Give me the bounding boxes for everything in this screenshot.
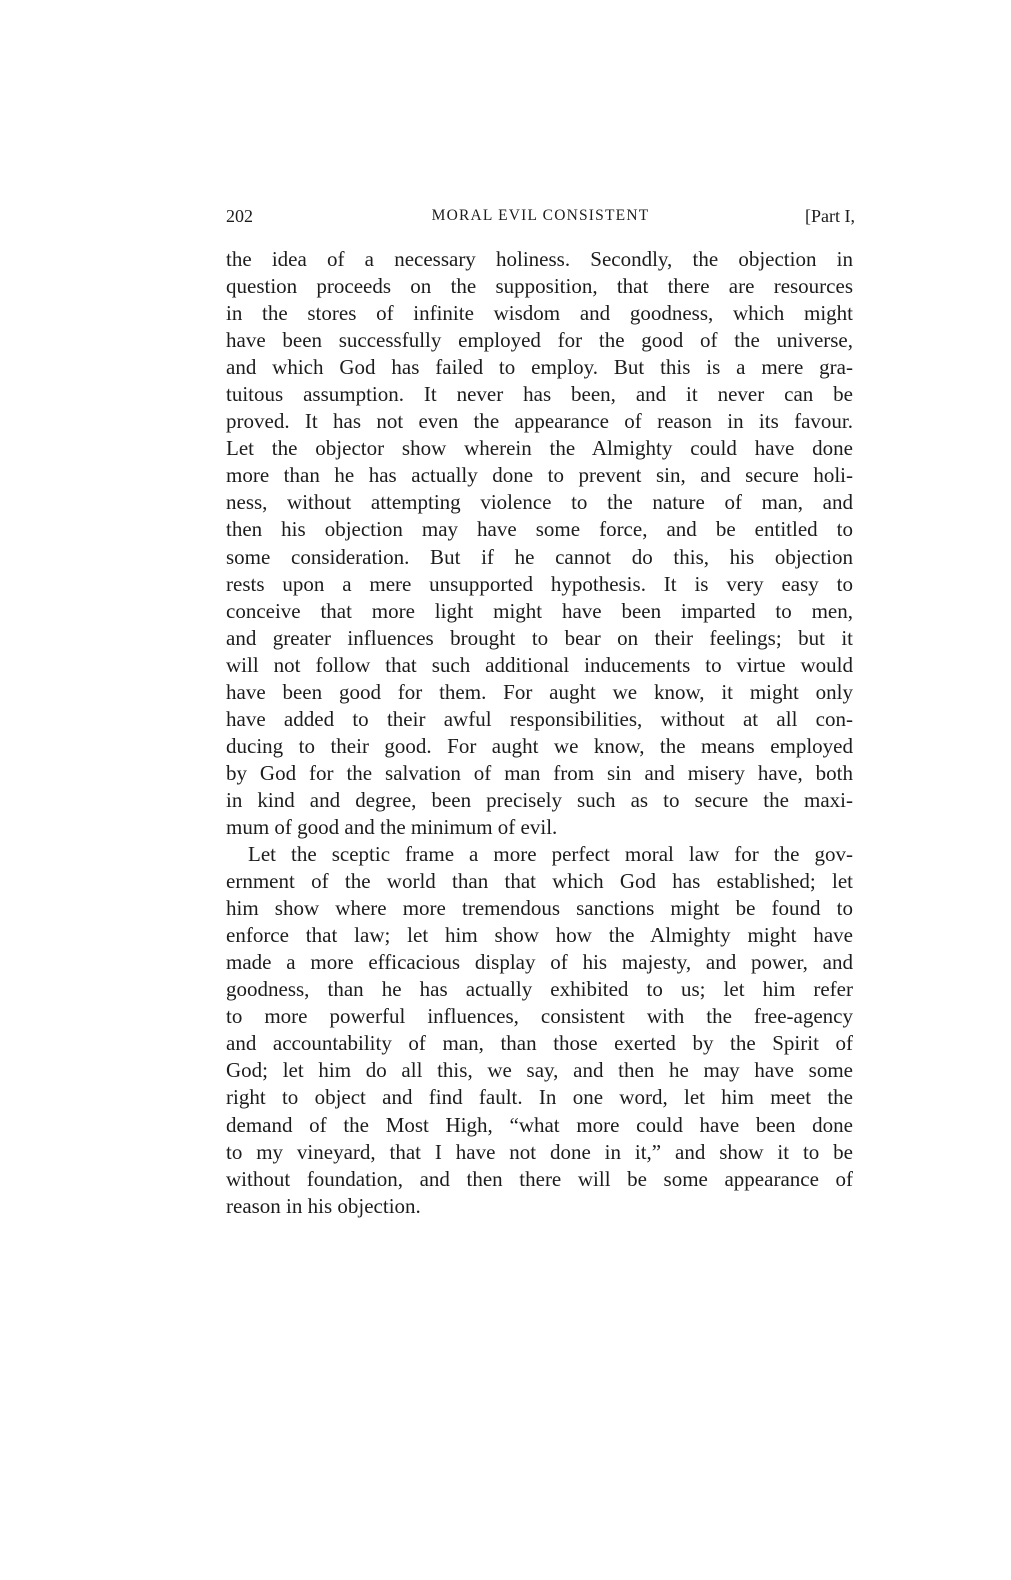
text-line: to more powerful influences, consistent with the free-agency [226, 1004, 853, 1029]
text-line: conceive that more light might have been imparted to men, [226, 598, 853, 623]
running-head [226, 203, 855, 229]
text-line: some consideration. But if he cannot do this, his objection [226, 544, 853, 569]
text-line: proved. It has not even the appearance of reason in its favour. [226, 409, 853, 434]
text-line: have added to their awful responsibilities, without at all con- [226, 706, 853, 731]
text-line: without foundation, and then there will be some appearance of [226, 1166, 853, 1191]
text-line: will not follow that such additional inducements to virtue would [226, 652, 853, 677]
body-text [226, 246, 853, 1220]
text-line: ness, without attempting violence to the nature of man, and [226, 490, 853, 515]
text-line: more than he has actually done to prevent sin, and secure holi- [226, 463, 853, 488]
text-line: Let the objector show wherein the Almighty could have done [226, 436, 853, 461]
text-line: by God for the salvation of man from sin and misery have, both [226, 760, 853, 785]
text-line: him show where more tremendous sanctions might be found to [226, 896, 853, 921]
text-line: and accountability of man, than those exerted by the Spirit of [226, 1031, 853, 1056]
page-number: 202 [226, 206, 253, 226]
text-line: in the stores of infinite wisdom and goodness, which might [226, 301, 853, 326]
text-line: and greater influences brought to bear on their feelings; but it [226, 625, 853, 650]
text-line: made a more efficacious display of his majesty, and power, and [226, 950, 853, 975]
text-line: then his objection may have some force, and be entitled to [226, 517, 853, 542]
text-line: reason in his objection. [226, 1193, 421, 1218]
text-line: God; let him do all this, we say, and then he may have some [226, 1058, 853, 1083]
text-line: demand of the Most High, “what more could have been done [226, 1112, 853, 1137]
text-line: rests upon a mere unsupported hypothesis. It is very easy to [226, 571, 853, 596]
text-line: to my vineyard, that I have not done in it,” and show it to be [226, 1139, 853, 1164]
text-line: have been successfully employed for the good of the universe, [226, 328, 853, 353]
text-line: enforce that law; let him show how the Almighty might have [226, 923, 853, 948]
text-line: and which God has failed to employ. But this is a mere gra- [226, 355, 853, 380]
text-line: goodness, than he has actually exhibited to us; let him refer [226, 977, 853, 1002]
text-line: question proceeds on the supposition, that there are resources [226, 274, 853, 299]
text-line: right to object and find fault. In one word, let him meet the [226, 1085, 853, 1110]
text-line: in kind and degree, been precisely such as to secure the maxi- [226, 787, 853, 812]
running-title: MORAL EVIL CONSISTENT [431, 207, 650, 224]
text-line: tuitous assumption. It never has been, and it never can be [226, 382, 853, 407]
text-line: have been good for them. For aught we know, it might only [226, 679, 853, 704]
paragraph-2 [226, 841, 853, 1220]
text-line: mum of good and the minimum of evil. [226, 814, 558, 839]
text-line: ernment of the world than that which God has established; let [226, 869, 853, 894]
part-label: [Part I, [805, 206, 855, 226]
paragraph-1 [226, 246, 853, 841]
text-line: Let the sceptic frame a more perfect moral law for the gov- [248, 842, 853, 867]
text-line: ducing to their good. For aught we know, the means employed [226, 733, 853, 758]
text-line: the idea of a necessary holiness. Secondly, the objection in [226, 247, 853, 271]
